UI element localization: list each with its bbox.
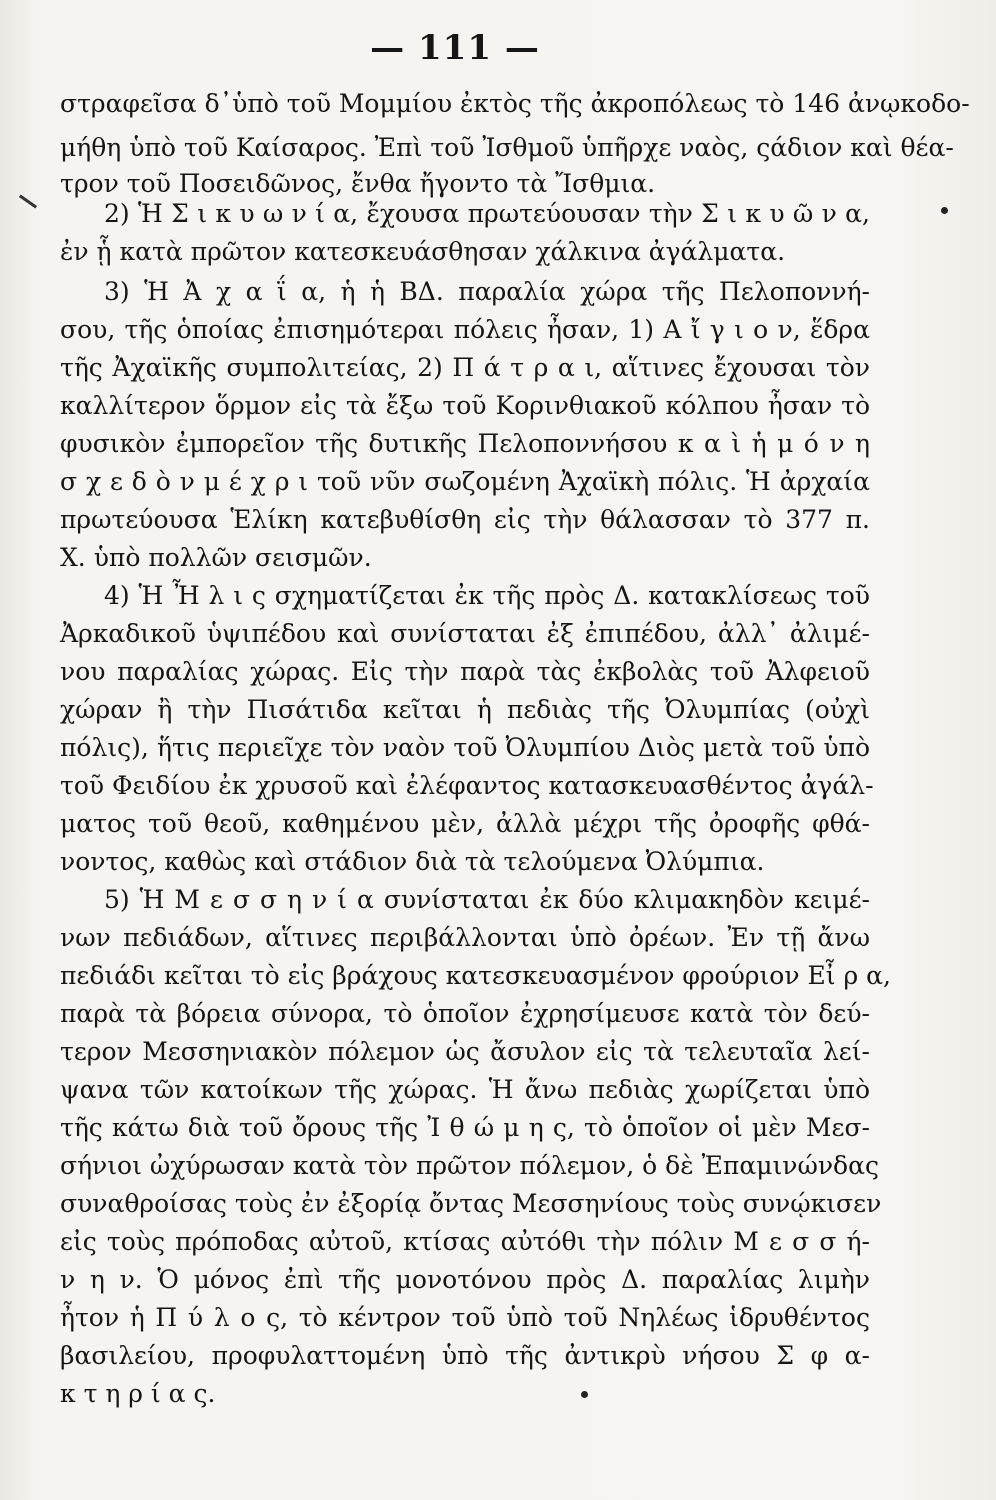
page-number: — 111 — bbox=[370, 28, 540, 68]
text-line: Ἀρκαδικοῦ ὑψιπέδου καὶ συνίσταται ἐξ ἐπιπέδου, ἀλλ᾽ ἀλιμέ- bbox=[60, 619, 870, 648]
text-line: νοντος, καθὼς καὶ στάδιον διὰ τὰ τελούμενα Ὀλύμπια. bbox=[60, 847, 765, 876]
text-line: τῆς Ἀχαϊκῆς συμπολιτείας, 2) Π ά τ ρ α ι, αἵτινες ἔχουσαι τὸν bbox=[60, 353, 870, 382]
text-line: ἐν ᾗ κατὰ πρῶτον κατεσκευάσθησαν χάλκινα ἀγάλματα. bbox=[60, 237, 786, 266]
text-line: ν η ν. Ὁ μόνος ἐπὶ τῆς μονοτόνου πρὸς Δ. παραλίας λιμὴν bbox=[60, 1265, 870, 1294]
text-line: σ χ ε δ ὸ ν μ έ χ ρ ι τοῦ νῦν σωζομένη Ἀχαϊκὴ πόλις. Ἡ ἀρχαία bbox=[60, 467, 870, 496]
text-line: πόλις), ἥτις περιεῖχε τὸν ναὸν τοῦ Ὀλυμπίου Διὸς μετὰ τοῦ ὑπὸ bbox=[60, 733, 870, 762]
text-line: τρον τοῦ Ποσειδῶνος, ἔνθα ἤγοντο τὰ Ἴσθμια. bbox=[60, 169, 656, 198]
text-line: μήθη ὑπὸ τοῦ Καίσαρος. Ἐπὶ τοῦ Ἰσθμοῦ ὑπῆρχε ναὸς, ςάδιον καὶ θέα- bbox=[60, 133, 954, 162]
text-line: χώραν ἢ τὴν Πισάτιδα κεῖται ἡ πεδιὰς τῆς Ὀλυμπίας (οὐχὶ bbox=[60, 695, 870, 724]
text-line: σου, τῆς ὁποίας ἐπισημότεραι πόλεις ἦσαν, 1) Α ἴ γ ι ο ν, ἕδρα bbox=[60, 315, 870, 344]
text-line: 2) Ἡ Σ ι κ υ ω ν ί α, ἔχουσα πρωτεύουσαν τὴν Σ ι κ υ ῶ ν α, bbox=[104, 199, 870, 228]
text-line: τερον Μεσσηνιακὸν πόλεμον ὡς ἄσυλον εἰς τὰ τελευταῖα λεί- bbox=[60, 1037, 870, 1066]
margin-dot bbox=[941, 207, 948, 214]
text-line: 4) Ἡ Ἦ λ ι ς σχηματίζεται ἐκ τῆς πρὸς Δ. κατακλίσεως τοῦ bbox=[104, 581, 870, 610]
text-line: τῆς κάτω διὰ τοῦ ὄρους τῆς Ἰ θ ώ μ η ς, τὸ ὁποῖον οἱ μὲν Μεσ- bbox=[60, 1113, 870, 1142]
text-line: ψανα τῶν κατοίκων τῆς χώρας. Ἡ ἄνω πεδιὰς χωρίζεται ὑπὸ bbox=[60, 1075, 870, 1104]
text-line: βασιλείου, προφυλαττομένη ὑπὸ τῆς ἀντικρὺ νήσου Σ φ α- bbox=[60, 1341, 870, 1370]
text-line: στραφεῖσα δ᾽ὑπὸ τοῦ Μομμίου ἐκτὸς τῆς ἀκροπόλεως τὸ 146 ἀνῳκοδο- bbox=[60, 89, 970, 118]
text-line: 3) Ἡ Ἀ χ α ΐ α, ἡ ἡ ΒΔ. παραλία χώρα τῆς Πελοποννή- bbox=[104, 277, 870, 306]
text-line: εἰς τοὺς πρόποδας αὐτοῦ, κτίσας αὐτόθι τὴν πόλιν Μ ε σ σ ή- bbox=[60, 1227, 870, 1256]
text-line: φυσικὸν ἐμπορεῖον τῆς δυτικῆς Πελοποννήσου κ α ὶ ἡ μ ό ν η bbox=[60, 429, 870, 458]
text-line: κ τ η ρ ί α ς. bbox=[60, 1379, 216, 1408]
text-line: 5) Ἡ Μ ε σ σ η ν ί α συνίσταται ἐκ δύο κλιμακηδὸν κειμέ- bbox=[104, 885, 870, 914]
text-line: νου παραλίας χώρας. Εἰς τὴν παρὰ τὰς ἐκβολὰς τοῦ Ἀλφειοῦ bbox=[60, 657, 870, 686]
text-line: Χ. ὑπὸ πολλῶν σεισμῶν. bbox=[60, 543, 372, 572]
text-line: πεδιάδι κεῖται τὸ εἰς βράχους κατεσκευασμένον φρούριον Εἶ ρ α, bbox=[60, 961, 891, 990]
text-line: νων πεδιάδων, αἵτινες περιβάλλονται ὑπὸ ὀρέων. Ἐν τῇ ἄνω bbox=[60, 923, 870, 952]
text-line: ἦτον ἡ Π ύ λ ο ς, τὸ κέντρον τοῦ ὑπὸ τοῦ Νηλέως ἱδρυθέντος bbox=[60, 1303, 870, 1332]
text-line: τοῦ Φειδίου ἐκ χρυσοῦ καὶ ἐλέφαντος κατασκευασθέντος ἀγάλ- bbox=[60, 771, 874, 800]
text-line: ματος τοῦ θεοῦ, καθημένου μὲν, ἀλλὰ μέχρι τῆς ὀροφῆς φθά- bbox=[60, 809, 870, 838]
text-line: καλλίτερον ὅρμον εἰς τὰ ἔξω τοῦ Κορινθιακοῦ κόλπου ἦσαν τὸ bbox=[60, 391, 870, 420]
text-line: συναθροίσας τοὺς ἐν ἐξορίᾳ ὄντας Μεσσηνίους τοὺς συνῴκισεν bbox=[60, 1189, 882, 1218]
text-line: παρὰ τὰ βόρεια σύνορα, τὸ ὁποῖον ἐχρησίμευσε κατὰ τὸν δεύ- bbox=[60, 999, 870, 1028]
text-line: πρωτεύουσα Ἑλίκη κατεβυθίσθη εἰς τὴν θάλασσαν τὸ 377 π. bbox=[60, 505, 870, 534]
text-line: σήνιοι ὠχύρωσαν κατὰ τὸν πρῶτον πόλεμον, ὁ δὲ Ἐπαμινώνδας bbox=[60, 1151, 879, 1180]
margin-mark bbox=[19, 195, 37, 209]
